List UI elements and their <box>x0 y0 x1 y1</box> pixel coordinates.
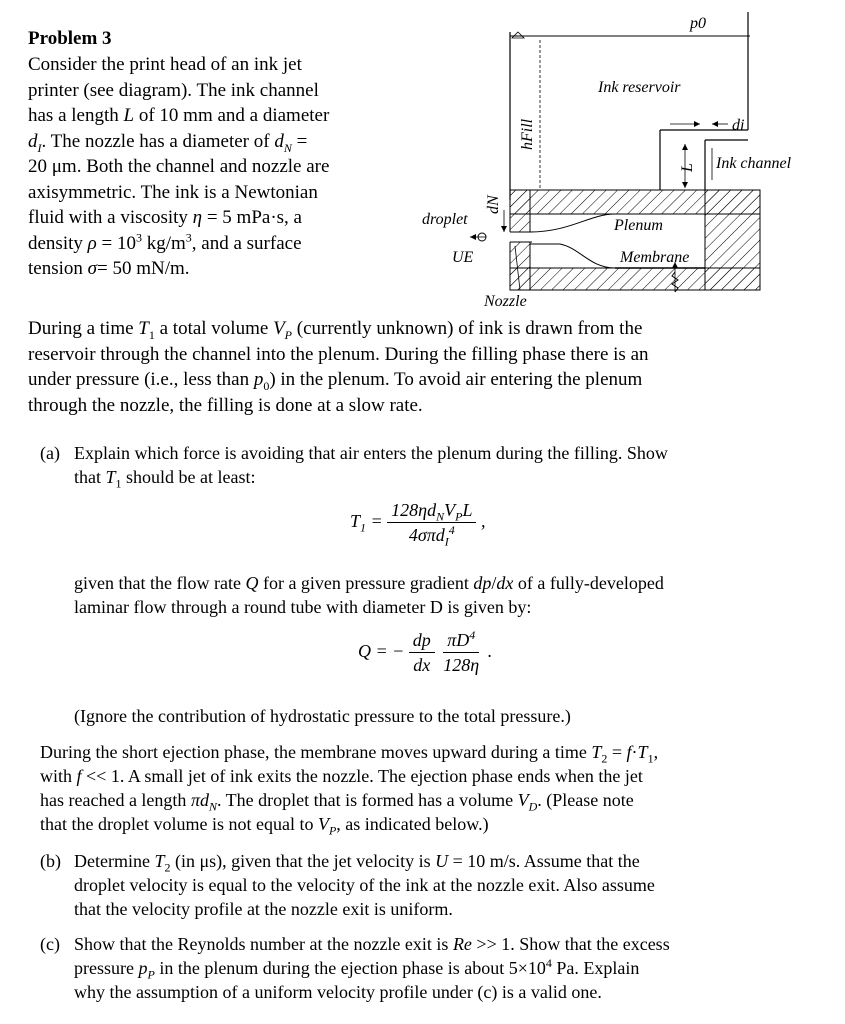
part-a-line: Explain which force is avoiding that air enters the plenum during the filling. Show <box>74 443 668 463</box>
fill-line: through the nozzle, the filling is done at a slow rate. <box>28 394 423 416</box>
intro-line: density $\rho = 10^3$ $kg/m^3$, and a surface <box>28 230 302 254</box>
eq2-fraction-1 <box>409 630 435 676</box>
given-text <box>74 571 814 619</box>
channel-label: Ink channel <box>716 155 792 172</box>
fill-line: under pressure (i.e., less than $p_0$) in the plenum. To avoid air entering the plenum <box>28 369 643 393</box>
given-line: given that the flow rate Q for a given pressure gradient dp/dx of a fully-developed <box>74 573 664 593</box>
ejection-line: with f << 1. A small jet of ink exits the nozzle. The ejection phase ends when the jet <box>40 766 643 786</box>
hfill-label: hFill <box>519 118 536 150</box>
part-c <box>40 932 810 1004</box>
ejection-paragraph <box>40 740 810 836</box>
print-head-diagram <box>400 0 820 312</box>
part-c-line: pressure $p_P$ in the plenum during the ejection phase is about $5\times 10^4$ Pa. Explain <box>74 956 640 982</box>
intro-line: axisymmetric. The ink is a Newtonian <box>28 181 318 203</box>
part-b-label: (b) <box>40 851 61 871</box>
intro-line: has a length L of 10 mm and a diameter <box>28 105 330 126</box>
intro-paragraph <box>28 52 396 282</box>
fill-line: reservoir through the channel into the plenum. During the filling phase there is an <box>28 343 649 365</box>
eq2-den2: 128η <box>443 655 480 675</box>
ejection-line: that the droplet volume is not equal to $V_P$, as indicated below.) <box>40 814 489 838</box>
eq1-denominator: 4σπd$_I^4$ <box>408 523 455 549</box>
p0-label: p0 <box>690 15 706 32</box>
reservoir-walls <box>510 12 750 200</box>
dn-label: dN <box>485 195 502 214</box>
eq2-lhs: Q = − <box>358 641 405 662</box>
equation-t1 <box>350 500 486 549</box>
intro-line: Consider the print head of an ink jet <box>28 54 302 75</box>
fill-paragraph <box>28 316 806 418</box>
given-line: laminar flow through a round tube with diameter D is given by: <box>74 597 532 617</box>
membrane-label: Membrane <box>620 249 690 266</box>
eq1-tail: , <box>480 511 486 532</box>
ejection-line: During the short ejection phase, the membrane moves upward during a time $T_2 = f\cdot T_1$, <box>40 742 659 766</box>
ejection-line: has reached a length $\pi d_N$. The droplet that is formed has a volume $V_D$. (Please note <box>40 790 634 814</box>
nozzle-label: Nozzle <box>484 293 527 310</box>
part-b <box>40 849 810 921</box>
part-b-line: droplet velocity is equal to the velocity of the ink at the nozzle exit. Also assume <box>74 875 655 895</box>
part-c-label: (c) <box>40 934 60 954</box>
plenum-label: Plenum <box>614 217 663 234</box>
ignore-note: (Ignore the contribution of hydrostatic pressure to the total pressure.) <box>74 706 571 726</box>
part-c-line: Show that the Reynolds number at the nozzle exit is Re >> 1. Show that the excess <box>74 934 670 954</box>
problem-title: Problem 3 <box>28 28 112 49</box>
intro-line: $d_I$. The nozzle has a diameter of $d_N$ = <box>28 130 308 155</box>
l-label: L <box>679 163 696 172</box>
intro-line: fluid with a viscosity η = 5 mPa·s, a <box>28 207 302 228</box>
ue-label: UE <box>452 249 474 266</box>
eq2-num2: $\pi D^4$ <box>443 630 479 653</box>
equation-q <box>358 630 492 676</box>
eq2-num1: dp <box>409 630 435 653</box>
part-a-line: that $T_1$ should be at least: <box>74 467 256 491</box>
intro-line: printer (see diagram). The ink channel <box>28 79 319 101</box>
intro-line: tension σ= 50 mN/m. <box>28 258 190 279</box>
eq1-fraction <box>387 500 476 549</box>
fill-line: During a time $T_1$ a total volume $V_P$ (currently unknown) of ink is drawn from the <box>28 318 643 342</box>
eq2-tail: . <box>487 641 493 662</box>
part-b-line: Determine $T_2$ (in μs), given that the jet velocity is U = 10 m/s. Assume that the <box>74 851 640 875</box>
part-b-line: that the velocity profile at the nozzle exit is uniform. <box>74 899 453 919</box>
droplet-label: droplet <box>422 211 468 228</box>
part-a-label: (a) <box>40 443 60 463</box>
eq1-numerator: $128\eta d_NV_PL$ <box>387 500 476 523</box>
eq2-den1: dx <box>413 655 431 675</box>
di-label: di <box>732 117 745 134</box>
eq2-fraction-2 <box>439 630 483 676</box>
reservoir-label: Ink reservoir <box>598 79 681 96</box>
intro-line: 20 μm. Both the channel and nozzle are <box>28 156 330 177</box>
part-c-line: why the assumption of a uniform velocity profile under (c) is a valid one. <box>74 982 602 1002</box>
part-a <box>40 441 810 489</box>
eq1-lhs: $T_1$ = <box>350 511 383 535</box>
